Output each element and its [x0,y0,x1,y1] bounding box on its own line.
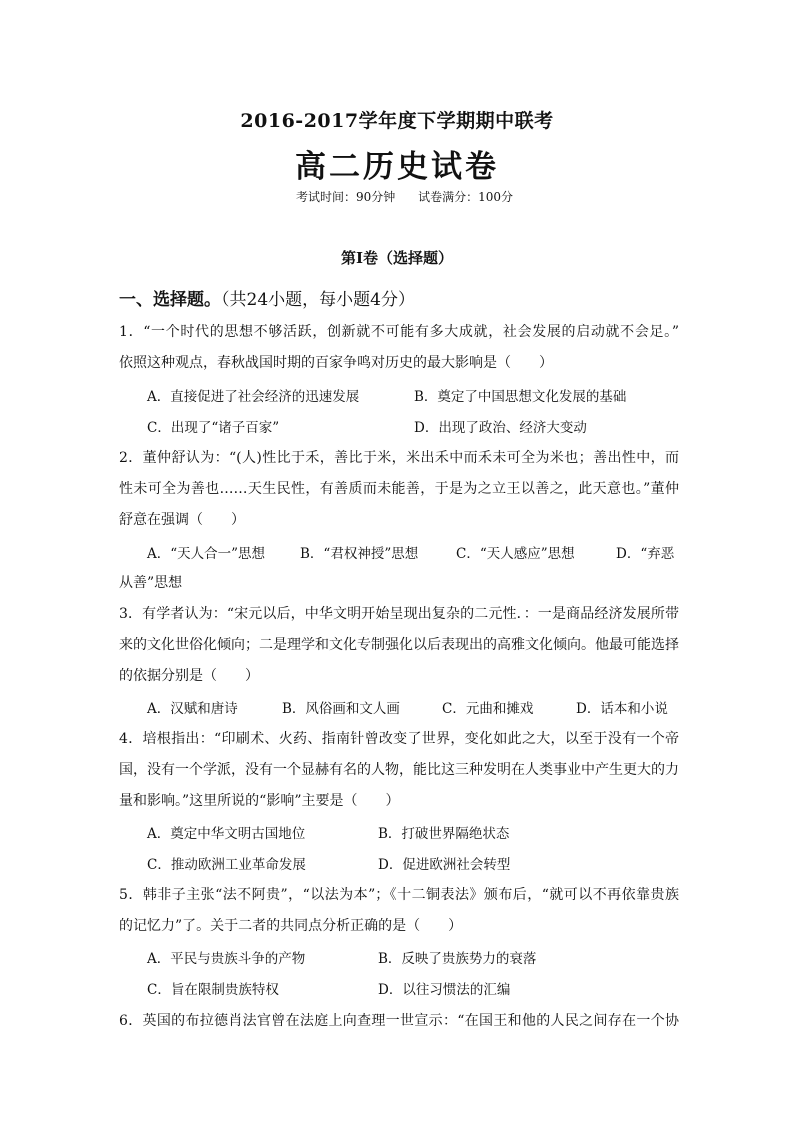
question-3-line-2: 来的文化世俗化倾向；二是理学和文化专制强化以后表现出的高雅文化倾向。他最可能选择 [119,637,679,653]
question-2-option-d: D．“弃恶 [616,546,675,562]
part-label: 一、选择题。 [119,290,221,310]
question-1-line-1: 1．“一个时代的思想不够活跃，创新就不可能有多大成就，社会发展的启动就不会足。” [119,324,679,340]
question-5-line-2: 的记忆力”了。关于二者的共同点分析正确的是（ ） [119,918,463,934]
question-1-line-2: 依照这种观点，春秋战国时期的百家争鸣对历史的最大影响是（ ） [119,355,553,371]
question-2-option-c: C．“天人感应”思想 [456,546,575,562]
question-3-option-c: C．元曲和摊戏 [442,701,534,717]
question-4-option-b: B．打破世界隔绝状态 [378,826,510,842]
question-6-line-1: 6．英国的布拉德肖法官曾在法庭上向查理一世宣示：“在国王和他的人民之间存在一个协 [119,1013,679,1029]
part-note: （共24小题，每小题4分） [221,290,415,310]
question-4-line-3: 量和影响。”这里所说的“影响”主要是（ ） [119,793,400,809]
question-1-option-d: D．出现了政治、经济大变动 [414,420,587,436]
question-2-line-1: 2．董仲舒认为：“(人)性比于禾，善比于米，米出禾中而禾未可全为米也；善出性中，而 [119,450,679,466]
question-5-line-1: 5．韩非子主张“法不阿贵”，“以法为本”；《十二铜表法》颁布后，“就可以不再依靠贵族 [119,887,679,903]
exam-title: 2016-2017学年度下学期期中联考 [240,110,554,132]
question-1-option-b: B．奠定了中国思想文化发展的基础 [414,389,627,405]
question-4-line-1: 4．培根指出：“印刷术、火药、指南针曾改变了世界，变化如此之大，以至于没有一个帝 [119,731,679,747]
question-3-line-1: 3．有学者认为：“宋元以后，中华文明开始呈现出复杂的二元性．：一是商品经济发展所带 [119,606,679,622]
question-5-option-b: B．反映了贵族势力的衰落 [378,951,537,967]
question-3-option-a: A．汉赋和唐诗 [147,701,238,717]
exam-info: 考试时间：90分钟 试卷满分：100分 [296,190,514,204]
question-1-option-a: A．直接促进了社会经济的迅速发展 [147,389,360,405]
question-4-option-a: A．奠定中华文明古国地位 [147,826,306,842]
question-1-option-c: C．出现了“诸子百家” [147,420,280,436]
subject-title: 高二历史试卷 [295,149,499,185]
section-title: 第Ⅰ卷（选择题） [340,249,454,267]
question-2-line-2: 性未可全为善也……天生民性，有善质而未能善，于是为之立王以善之，此天意也。”董仲 [119,481,679,497]
question-3-line-3: 的依据分别是（ ） [119,668,259,684]
question-3-option-b: B．风俗画和文人画 [282,701,400,717]
question-3-option-d: D．话本和小说 [576,701,668,717]
part-heading [119,285,415,310]
question-4-line-2: 国，没有一个学派，没有一个显赫有名的人物，能比这三种发明在人类事业中产生更大的力 [119,762,679,778]
question-2-option-a: A．“天人合一”思想 [147,546,266,562]
question-2-option-d-tail: 从善”思想 [119,575,183,591]
question-5-option-a: A．平民与贵族斗争的产物 [147,951,306,967]
question-5-option-c: C．旨在限制贵族特权 [147,982,279,998]
question-4-option-c: C．推动欧洲工业革命发展 [147,857,306,873]
question-2-line-3: 舒意在强调（ ） [119,512,245,528]
question-5-option-d: D．以往习惯法的汇编 [378,982,511,998]
question-4-option-d: D．促进欧洲社会转型 [378,857,511,873]
question-2-option-b: B．“君权神授”思想 [300,546,419,562]
